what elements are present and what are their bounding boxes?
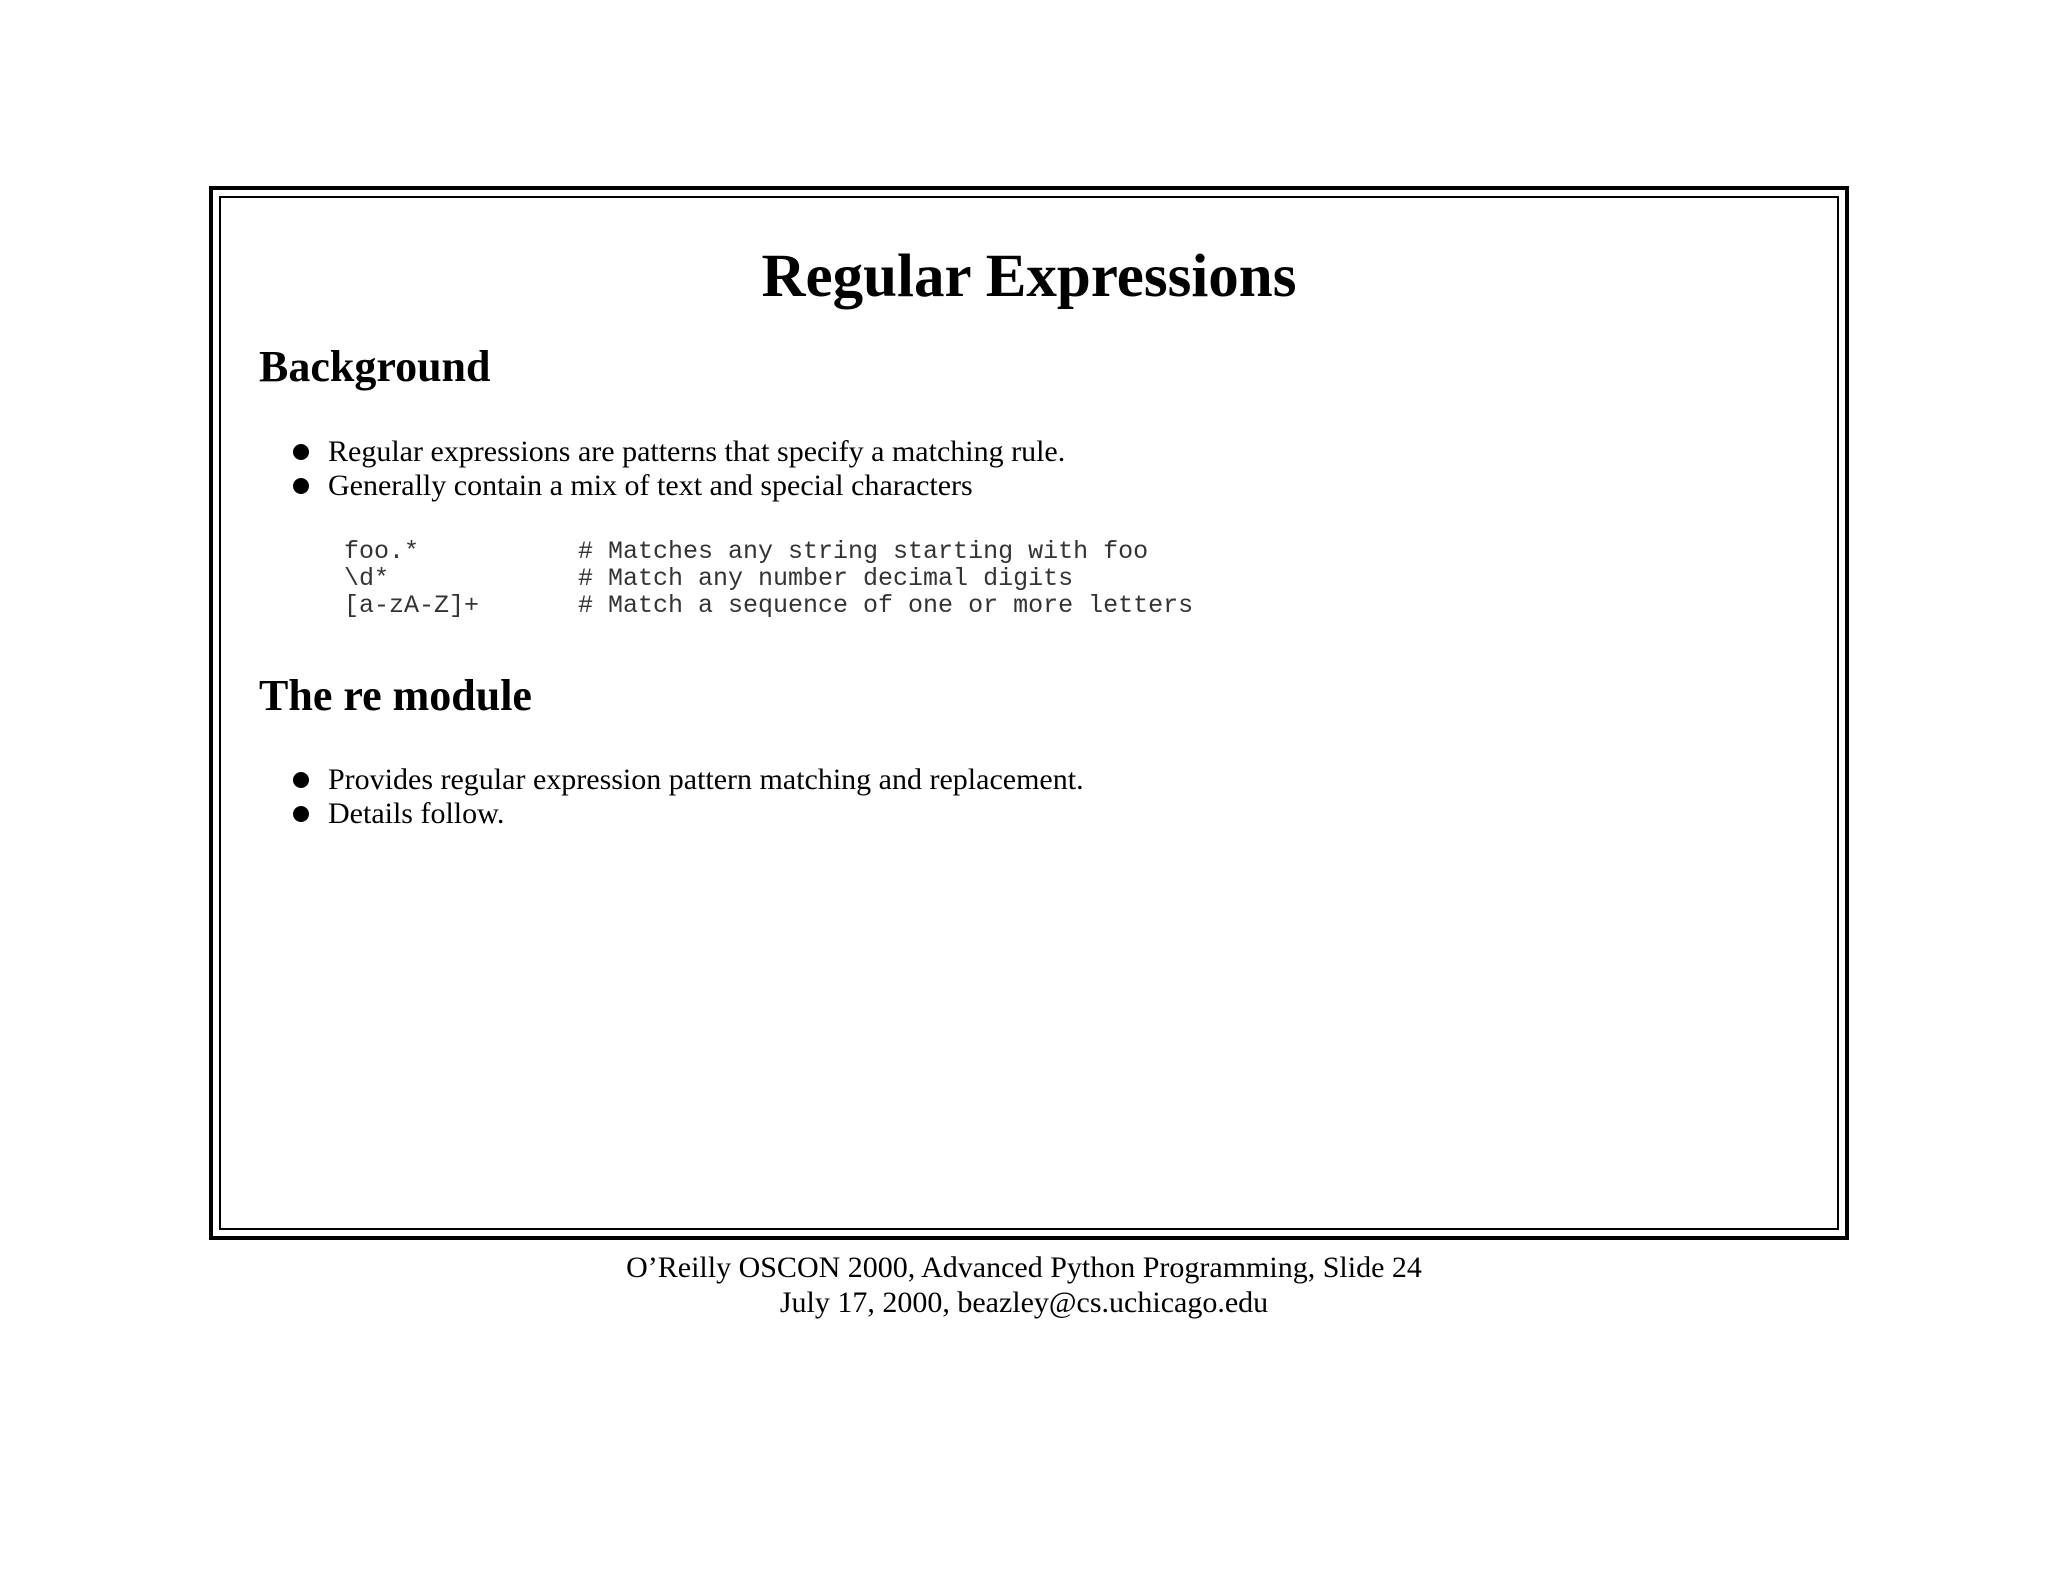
bullet-text: Provides regular expression pattern matching and replacement. bbox=[328, 763, 1084, 796]
code-line bbox=[344, 538, 1193, 565]
code-example-block bbox=[344, 538, 1193, 619]
code-line bbox=[344, 592, 1193, 619]
slide-frame-inner bbox=[219, 196, 1839, 1230]
list-item bbox=[293, 469, 1065, 503]
code-pattern: \d* bbox=[344, 564, 390, 593]
slide-title: Regular Expressions bbox=[761, 243, 1297, 310]
slide-frame-outer bbox=[209, 186, 1849, 1240]
code-comment: # Match a sequence of one or more letters bbox=[578, 591, 1194, 620]
bullet-list-background bbox=[293, 435, 1065, 503]
section-heading-background: Background bbox=[259, 342, 491, 391]
code-line bbox=[344, 565, 1193, 592]
bullet-icon bbox=[293, 806, 309, 822]
code-pattern: [a-zA-Z]+ bbox=[344, 591, 480, 620]
bullet-text: Details follow. bbox=[328, 797, 505, 830]
bullet-text: Regular expressions are patterns that specify a matching rule. bbox=[328, 435, 1066, 468]
list-item bbox=[293, 797, 1084, 831]
bullet-icon bbox=[293, 444, 309, 460]
section-heading-re-module: The re module bbox=[259, 671, 532, 720]
footer-line-event: O’Reilly OSCON 2000, Advanced Python Programming, Slide 24 bbox=[626, 1251, 1422, 1284]
code-comment: # Matches any string starting with foo bbox=[578, 537, 1149, 566]
slide-footer bbox=[0, 1250, 2048, 1320]
code-comment: # Match any number decimal digits bbox=[578, 564, 1074, 593]
footer-line-contact: July 17, 2000, beazley@cs.uchicago.edu bbox=[779, 1286, 1269, 1319]
list-item bbox=[293, 763, 1084, 797]
bullet-icon bbox=[293, 478, 309, 494]
bullet-list-re-module bbox=[293, 763, 1084, 831]
code-pattern: foo.* bbox=[344, 537, 420, 566]
list-item bbox=[293, 435, 1065, 469]
bullet-text: Generally contain a mix of text and special characters bbox=[328, 469, 973, 502]
bullet-icon bbox=[293, 772, 309, 788]
